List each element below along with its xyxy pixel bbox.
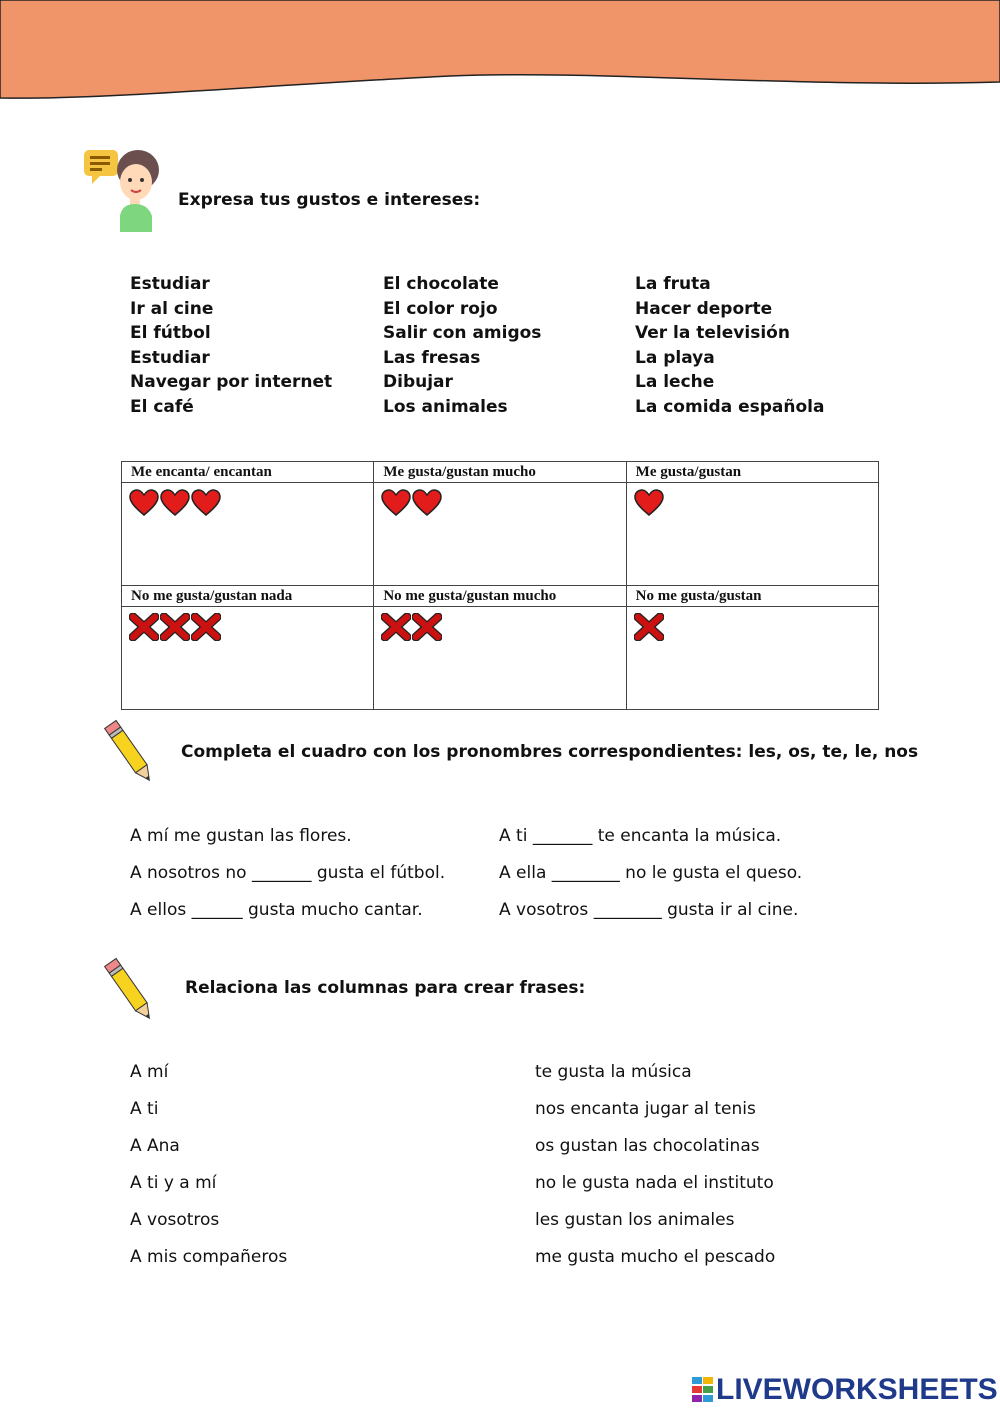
grid-header-cell: No me gusta/gustan mucho [374,586,626,607]
cross-icon[interactable] [160,613,190,641]
vocab-item: El fútbol [130,323,211,344]
section1-title: Expresa tus gustos e intereses: [178,190,481,210]
fill-sentence[interactable]: A ellos ______ gusta mucho cantar. [130,900,423,920]
fill-sentence[interactable]: A ti _______ te encanta la música. [499,826,782,846]
vocab-item: Ver la televisión [635,323,790,344]
heart-icon[interactable] [160,489,190,517]
vocab-item: Ir al cine [130,298,214,319]
header-banner [0,0,1000,110]
pencil-icon [100,952,162,1032]
vocab-item: Salir con amigos [383,323,542,344]
match-right-item[interactable]: os gustan las chocolatinas [535,1136,760,1156]
cross-icon[interactable] [381,613,411,641]
fill-sentence[interactable]: A ella ________ no le gusta el queso. [499,863,803,883]
grid-header-cell: Me gusta/gustan mucho [374,462,626,483]
section3-title: Relaciona las columnas para crear frases: [185,978,586,998]
grid-drop-cell[interactable] [626,607,878,710]
grid-drop-cell[interactable] [626,483,878,586]
match-right-item[interactable]: te gusta la música [535,1062,692,1082]
vocab-item: Las fresas [383,347,481,368]
vocab-item: El color rojo [383,298,498,319]
person-speech-icon [82,146,162,232]
cross-icon[interactable] [412,613,442,641]
grid-drop-cell[interactable] [374,483,626,586]
brand-name: LIVEWORKSHEETS [716,1373,998,1406]
heart-icon[interactable] [412,489,442,517]
liveworksheets-logo-icon [692,1377,714,1403]
grid-header-cell: No me gusta/gustan [626,586,878,607]
grid-drop-cell[interactable] [122,607,374,710]
pencil-icon [100,716,162,792]
cross-icon[interactable] [129,613,159,641]
cross-icon[interactable] [634,613,664,641]
vocab-column-3 [635,272,824,420]
vocab-column-2 [383,272,541,420]
fill-sentence[interactable]: A vosotros ________ gusta ir al cine. [499,900,799,920]
match-right-item[interactable]: no le gusta nada el instituto [535,1173,774,1193]
match-right-item[interactable]: nos encanta jugar al tenis [535,1099,756,1119]
vocab-item: La fruta [635,274,711,294]
liveworksheets-watermark [692,1374,998,1406]
vocab-item: Estudiar [130,347,210,368]
section2-title: Completa el cuadro con los pronombres correspondientes: les, os, te, le, nos [181,742,919,762]
vocab-item: Hacer deporte [635,298,773,319]
heart-icon[interactable] [634,489,664,517]
vocab-item: El chocolate [383,274,499,294]
vocab-item: El café [130,396,194,417]
heart-icon[interactable] [381,489,411,517]
grid-drop-cell[interactable] [374,607,626,710]
fill-sentence[interactable]: A nosotros no _______ gusta el fútbol. [130,863,446,883]
cross-icon[interactable] [191,613,221,641]
grid-drop-cell[interactable] [122,483,374,586]
match-left-item[interactable]: A vosotros [130,1210,220,1230]
match-left-item[interactable]: A Ana [130,1136,180,1156]
vocab-item: La playa [635,347,715,368]
heart-icon[interactable] [129,489,159,517]
match-left-item[interactable]: A mí [130,1062,169,1082]
grid-header-cell: Me encanta/ encantan [122,462,374,483]
match-left-item[interactable]: A ti y a mí [130,1173,217,1193]
vocab-column-1 [130,272,332,420]
match-left-item[interactable]: A mis compañeros [130,1247,288,1267]
heart-icon[interactable] [191,489,221,517]
vocab-item: Dibujar [383,372,453,393]
fill-sentence: A mí me gustan las flores. [130,826,352,846]
match-left-item[interactable]: A ti [130,1099,159,1119]
vocab-item: La leche [635,372,715,393]
match-right-item[interactable]: les gustan los animales [535,1210,735,1230]
vocab-item: La comida española [635,396,825,417]
preference-grid [121,461,879,710]
grid-header-cell: No me gusta/gustan nada [122,586,374,607]
vocab-item: Los animales [383,396,508,417]
match-right-item[interactable]: me gusta mucho el pescado [535,1247,776,1267]
vocab-item: Navegar por internet [130,372,333,393]
vocab-item: Estudiar [130,274,210,294]
grid-header-cell: Me gusta/gustan [626,462,878,483]
